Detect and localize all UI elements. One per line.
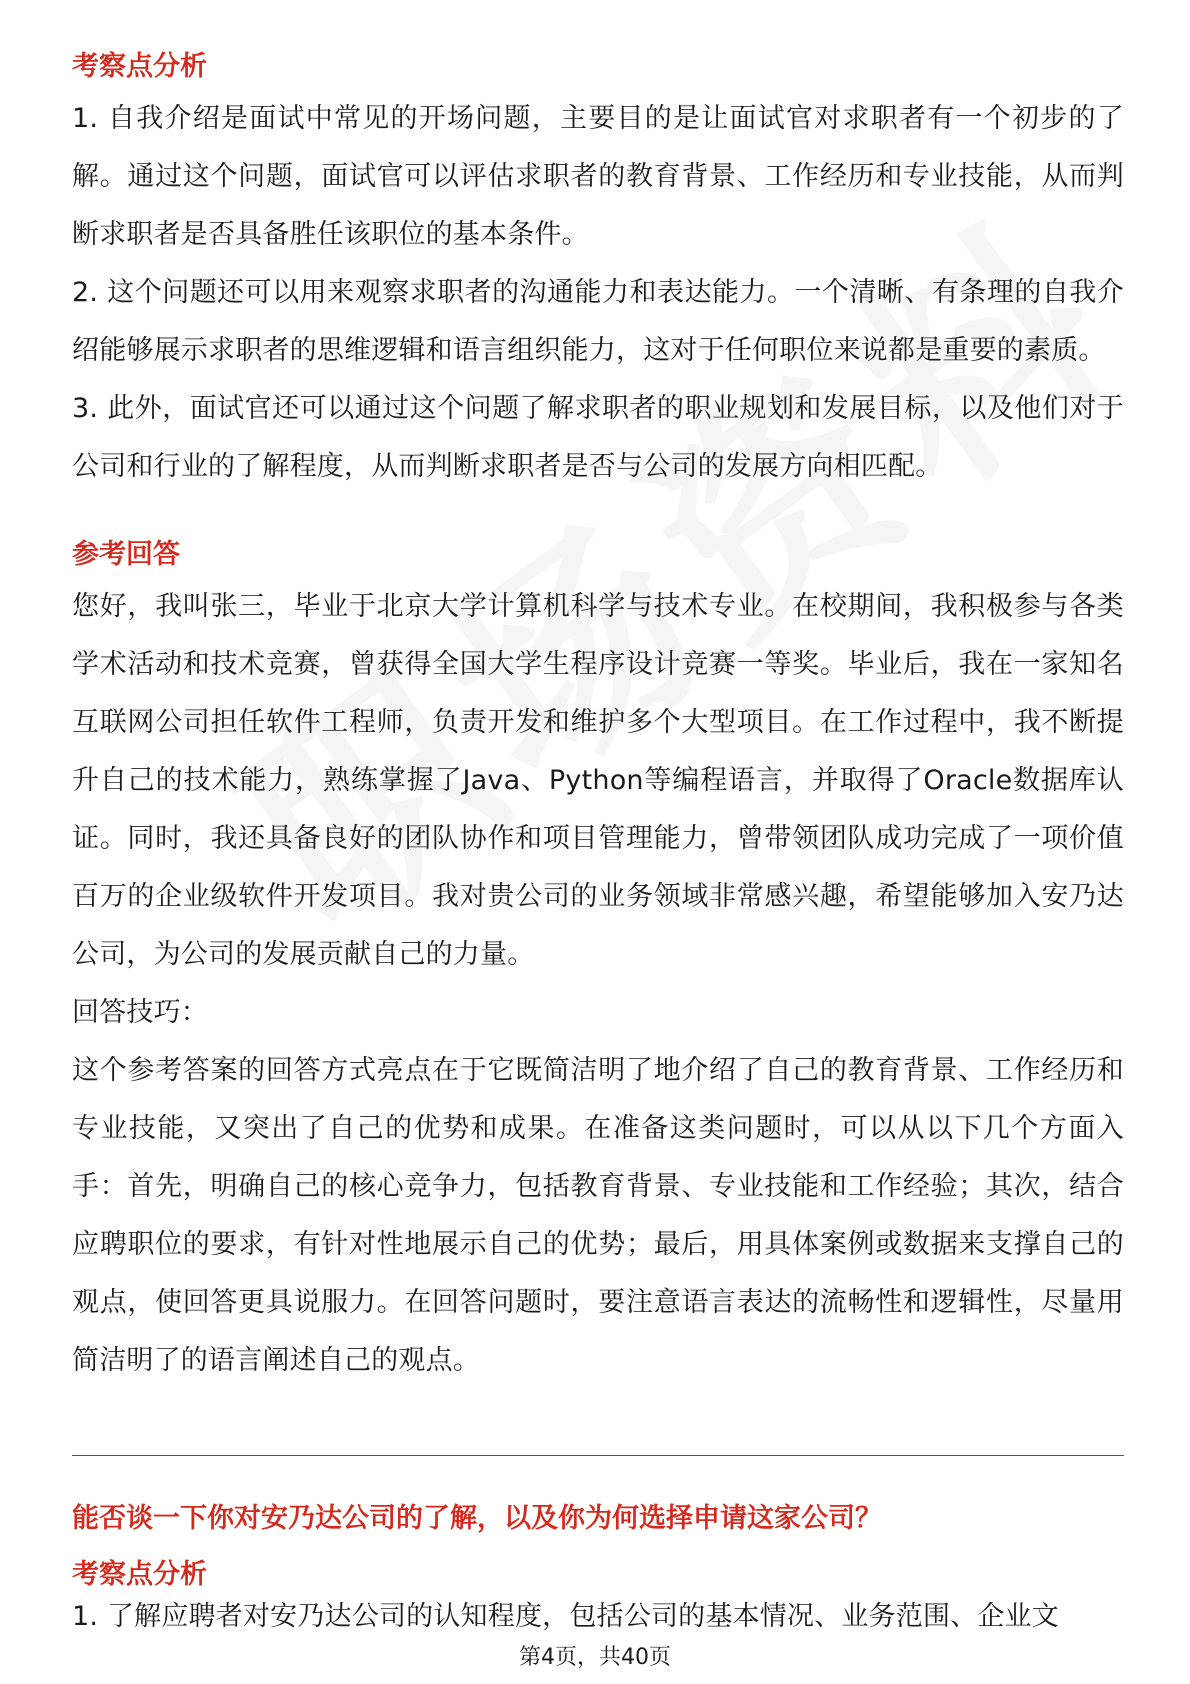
analysis-point-3: 3. 此外，面试官还可以通过这个问题了解求职者的职业规划和发展目标，以及他们对于公司和行业的了解程度，从而判断求职者是否与公司的发展方向相匹配。 <box>72 393 1124 482</box>
section1-answer-block <box>72 578 1124 1390</box>
analysis-point-2: 2. 这个问题还可以用来观察求职者的沟通能力和表达能力。一个清晰、有条理的自我介绍能够展示求职者的思维逻辑和语言组织能力，这对于任何职位来说都是重要的素质。 <box>72 277 1124 366</box>
tips-label: 回答技巧： <box>72 997 208 1028</box>
section1-analysis-points <box>72 90 1124 496</box>
page-number: 第4页，共40页 <box>519 1645 671 1670</box>
section2-point-1: 1. 了解应聘者对安乃达公司的认知程度，包括公司的基本情况、业务范围、企业文 <box>72 1601 1059 1632</box>
reference-answer: 您好，我叫张三，毕业于北京大学计算机科学与技术专业。在校期间，我积极参与各类学术活动和技术竞赛，曾获得全国大学生程序设计竞赛一等奖。毕业后，我在一家知名互联网公司担任软件工程师，负责开发和维护多个大型项目。在工作过程中，我不断提升自己的技术能力，熟练掌握了Java、Python等编程语言，并取得了Oracle数据库认证。同时，我还具备良好的团队协作和项目管理能力，曾带领团队成功完成了一项价值百万的企业级软件开发项目。我对贵公司的业务领域非常感兴趣，希望能够加入安乃达公司，为公司的发展贡献自己的力量。 <box>72 591 1124 970</box>
section1-analysis-heading: 考察点分析 <box>72 51 207 82</box>
section2-analysis-heading: 考察点分析 <box>72 1559 207 1590</box>
tips-text: 这个参考答案的回答方式亮点在于它既简洁明了地介绍了自己的教育背景、工作经历和专业技能，又突出了自己的优势和成果。在准备这类问题时，可以从以下几个方面入手：首先，明确自己的核心竞争力，包括教育背景、专业技能和工作经验；其次，结合应聘职位的要求，有针对性地展示自己的优势；最后，用具体案例或数据来支撑自己的观点，使回答更具说服力。在回答问题时，要注意语言表达的流畅性和逻辑性，尽量用简洁明了的语言阐述自己的观点。 <box>72 1055 1124 1376</box>
section-divider <box>72 1455 1124 1456</box>
section1-answer-heading: 参考回答 <box>72 539 180 570</box>
section2-question: 能否谈一下你对安乃达公司的了解，以及你为何选择申请这家公司？ <box>72 1503 882 1534</box>
analysis-point-1: 1. 自我介绍是面试中常见的开场问题，主要目的是让面试官对求职者有一个初步的了解。通过这个问题，面试官可以评估求职者的教育背景、工作经历和专业技能，从而判断求职者是否具备胜任该职位的基本条件。 <box>72 103 1124 250</box>
